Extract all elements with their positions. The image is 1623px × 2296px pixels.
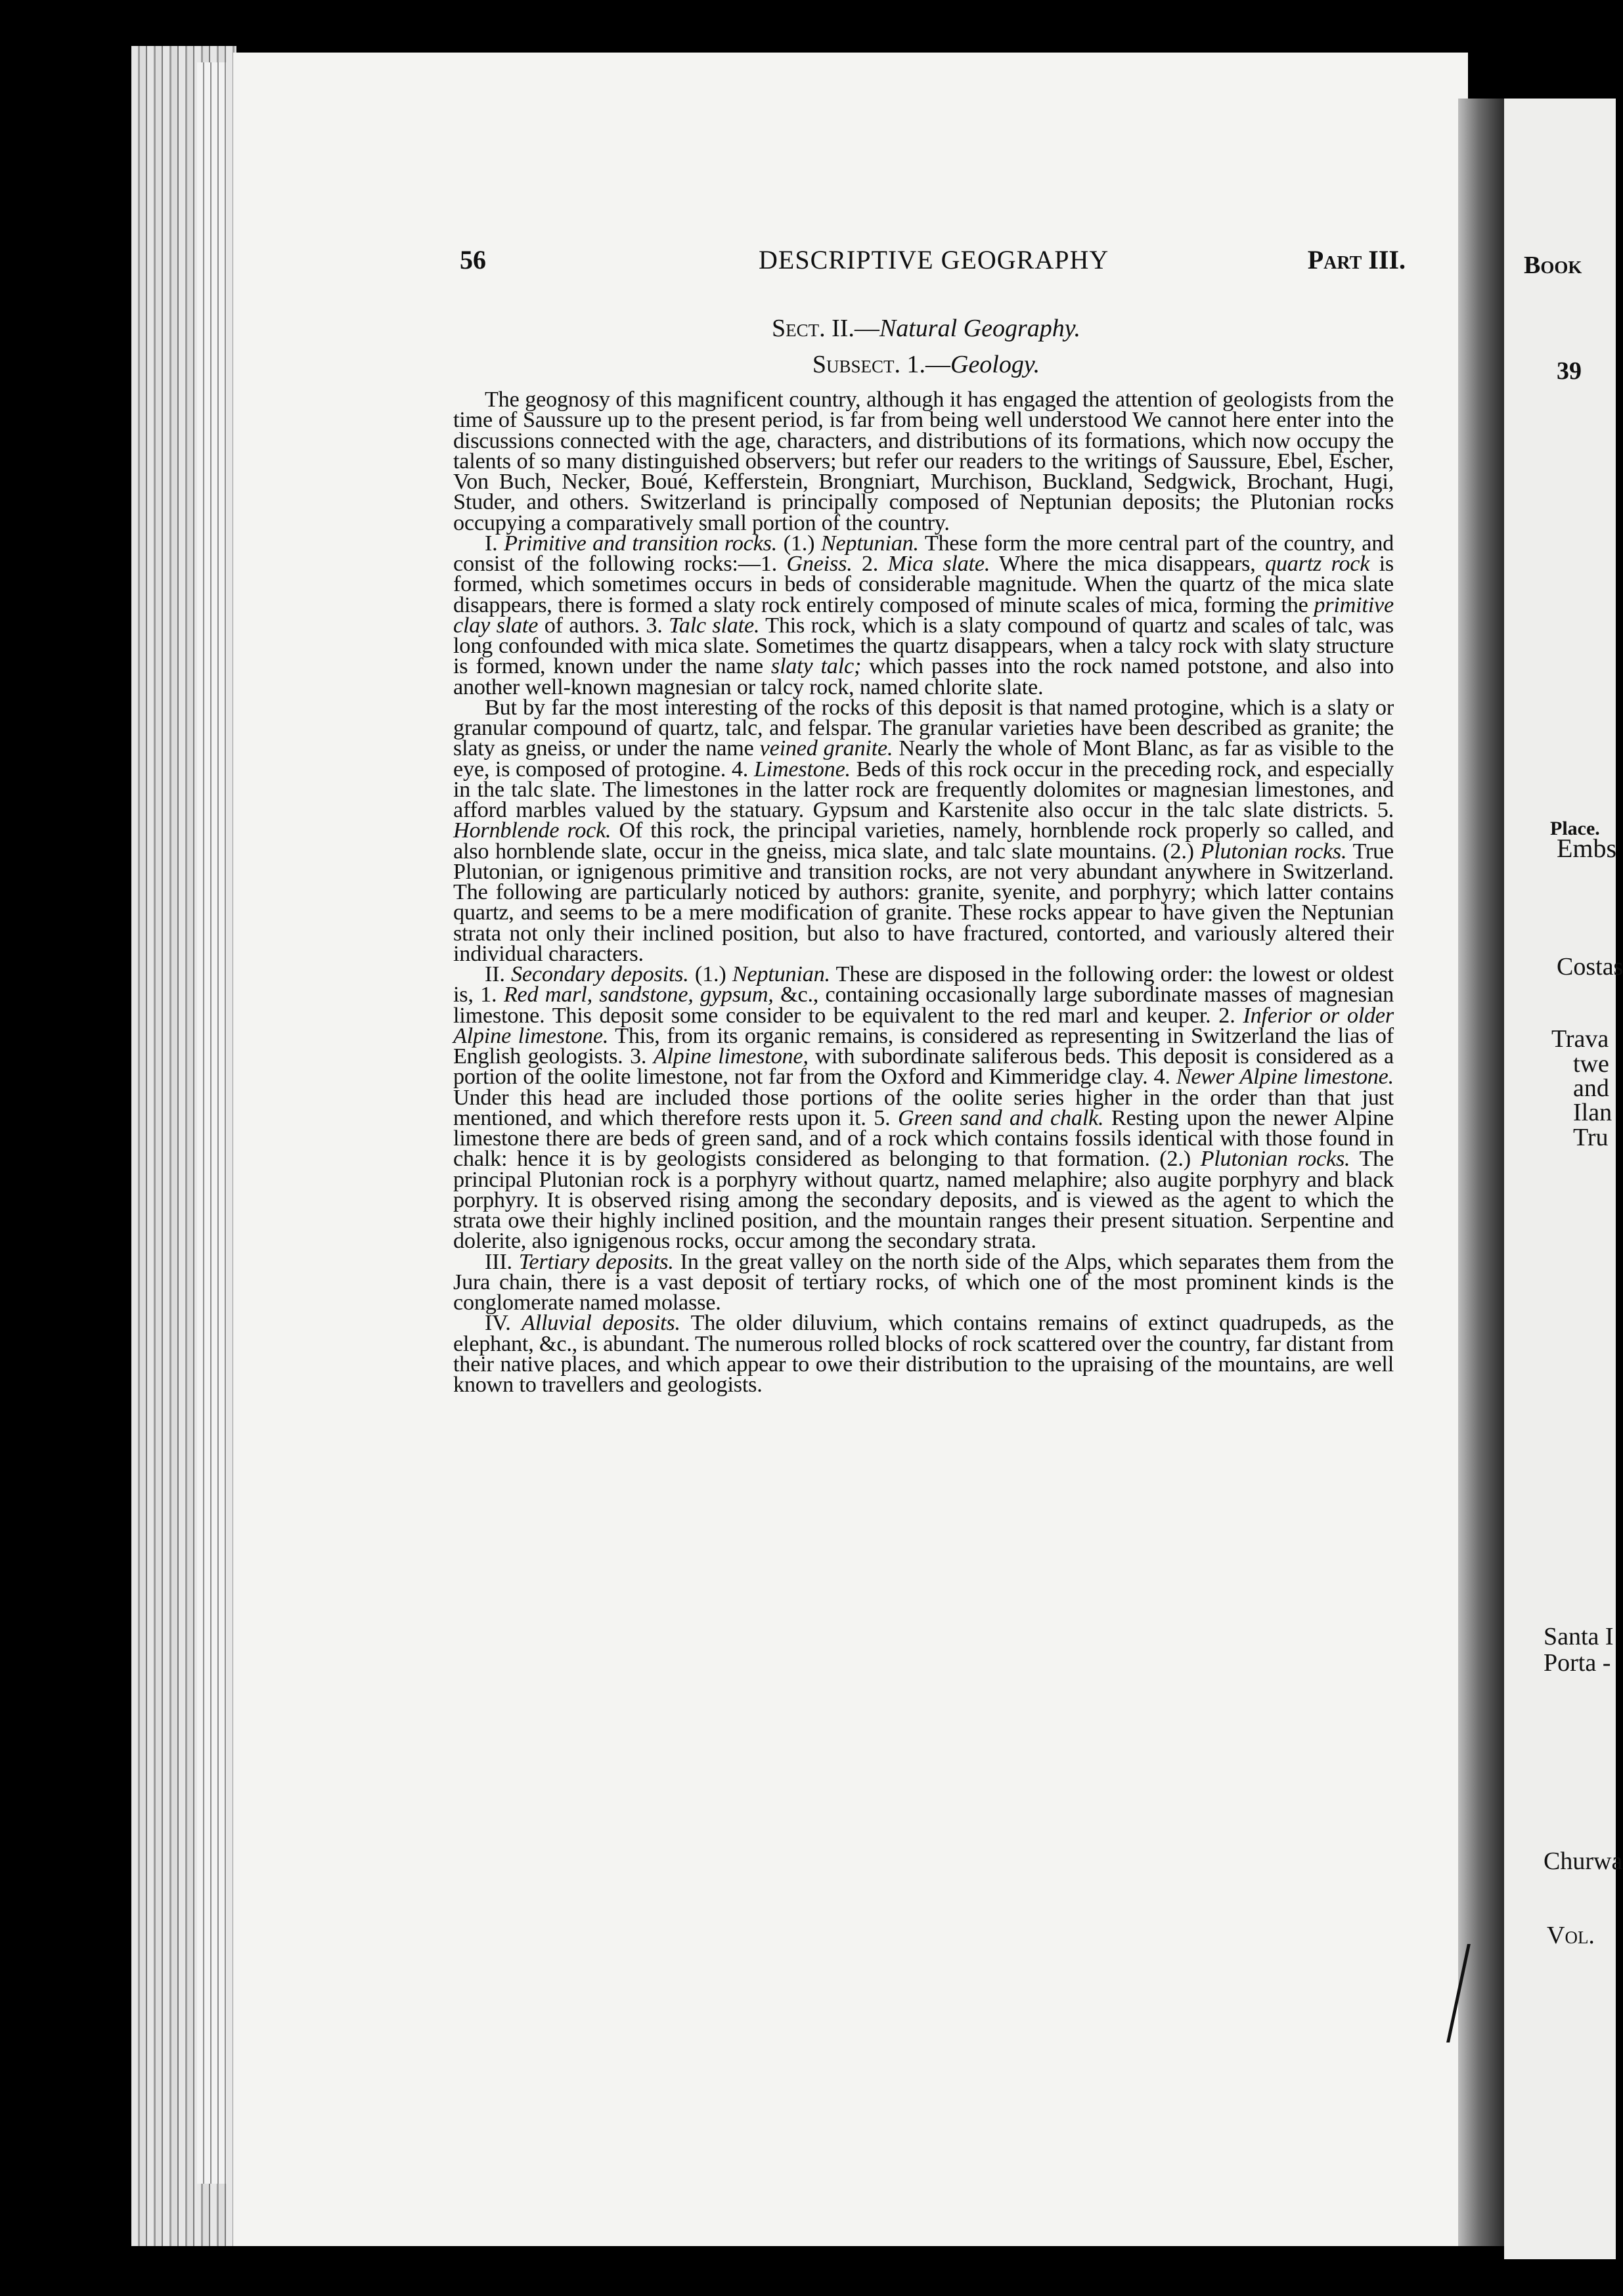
section-title: Natural Geography. — [879, 315, 1081, 342]
body-text — [453, 389, 1394, 1395]
paragraph-tertiary-deposits: III. Tertiary deposits. In the great valley on the north side of the Alps, which separates them from the Jura chain, there is a vast deposit of tertiary rocks, of which one of the most prominent kinds is the conglomerate named molasse. — [453, 1249, 1394, 1315]
paragraph-secondary-deposits: II. Secondary deposits. (1.) Neptunian. These are disposed in the following order: the lowest or oldest is, 1. Red marl, sandstone, gypsum, &c., containing occasionally large subordinate masses of magnesian limestone. This deposit some consider to be equivalent to the red marl and keuper. 2. Inferior or older Alpine limestone. This, from its organic remains, is considered as representing in Switzerland the lias of English geologists. 3. Alpine limestone, with subordinate saliferous beds. This deposit is considered as a portion of the oolite limestone, not far from the Oxford and Kimmeridge clay. 4. Newer Alpine limestone. Under this head are included those portions of the oolite series higher in the order than that just mentioned, and which therefore rests upon it. 5. Green sand and chalk. Resting upon the newer Alpine limestone there are beds of green sand, and of a rock which contains fossils identical with those found in chalk: hence it is by geologists considered as belonging to that formation. (2.) Plutonian rocks. The principal Plutonian rock is a porphyry without quartz, named melaphire; also augite porphyry and black porphyry. It is observed rising among the secondary deposits, and is viewed as the agent to which the strata owe their highly inclined position, and the mountain ranges their present situation. Serpentine and dolerite, also ignigenous rocks, occur among the secondary strata. — [453, 962, 1394, 1254]
book-gutter-shadow — [1458, 99, 1504, 2246]
section-number: Sect. II. — [771, 315, 855, 342]
facing-page-number: 39 — [1557, 357, 1582, 385]
running-title: DESCRIPTIVE GEOGRAPHY — [759, 245, 1109, 275]
facing-page — [1504, 99, 1623, 2259]
subsection-title: Geology. — [950, 351, 1040, 378]
paragraph-alluvial-deposits: IV. Alluvial deposits. The older diluvium, which contains remains of extinct quadrupeds, as the elephant, &c., is abundant. The numerous rolled blocks of rock scattered over the country, far distant from their native places, and which appear to owe their distribution to the upraising of the mountains, are well known to travellers and geologists. — [453, 1311, 1394, 1397]
facing-column-header: Place. — [1550, 818, 1600, 839]
page-number: 56 — [460, 245, 486, 275]
subsection-number: Subsect. 1. — [812, 351, 925, 378]
section-heading: Sect. II.—Natural Geography. — [771, 315, 1081, 342]
facing-volume-label: Vol. — [1547, 1922, 1595, 1949]
book-page-edges-inner — [197, 62, 227, 2184]
facing-running-head: Book — [1524, 252, 1582, 279]
facing-text-line: Costas — [1557, 953, 1623, 981]
paragraph-primitive-rocks: I. Primitive and transition rocks. (1.) Neptunian. These form the more central part of the country, and consist of the following rocks:—1. Gneiss. 2. Mica slate. Where the mica disappears, quartz rock is formed, which sometimes occurs in beds of considerable magnitude. When the quartz of the mica slate disappears, there is formed a slaty rock entirely composed of minute scales of mica, forming the primitive clay slate of authors. 3. Talc slate. This rock, which is a slaty compound of quartz and scales of talc, was long confounded with mica slate. Sometimes the quartz disappears, when a talcy rock with slaty structure is formed, known under the name slaty talc; which passes into the rock named potstone, and also into another well-known magnesian or talcy rock, named chlorite slate. — [453, 531, 1394, 699]
paragraph-protogine: But by far the most interesting of the rocks of this deposit is that named protogine, which is a slaty or granular compound of quartz, talc, and felspar. The granular varieties have been described as granite; the slaty as gneiss, or under the name veined granite. Nearly the whole of Mont Blanc, as far as visible to the eye, is composed of protogine. 4. Limestone. Beds of this rock occur in the preceding rock, and especially in the talc slate. The limestones in the latter rock are frequently dolomites or magnesian limestones, and afford marbles valued by the statuary. Gypsum and Karstenite also occur in the talc slate districts. 5. Hornblende rock. Of this rock, the principal varieties, namely, hornblende rock properly so called, and also hornblende slate, occur in the gneiss, mica slate, and talc slate mountains. (2.) Plutonian rocks. True Plutonian, or ignigenous primitive and transition rocks, are not very abundant anywhere in Switzerland. The following are particularly noticed by authors: granite, syenite, and porphyry; which latter contains quartz, and seems to be a mere modification of granite. These rocks appear to have given the Neptunian strata not only their inclined position, but also to have fractured, contorted, and variously altered their individual characters. — [453, 695, 1394, 966]
part-label: Part III. — [1307, 245, 1406, 275]
facing-text-line: Porta - — [1544, 1649, 1611, 1677]
subsection-heading: Subsect. 1.—Geology. — [812, 351, 1040, 378]
facing-text-line: twe — [1573, 1050, 1609, 1078]
facing-text-line: Churwa — [1544, 1847, 1623, 1875]
facing-text-line: Trava — [1551, 1025, 1609, 1053]
running-head — [460, 244, 1406, 284]
facing-text-line: Santa I — [1544, 1623, 1614, 1650]
facing-text-line: Tru — [1573, 1124, 1609, 1151]
paragraph-intro: The geognosy of this magnificent country, although it has engaged the attention of geologists from the time of Saussure up to the present period, is far from being well understood We cannot here enter into the discussions connected with the age, characters, and distributions of its formations, which now occupy the talents of so many distinguished observers; but refer our readers to the writings of Saussure, Ebel, Escher, Von Buch, Necker, Boué, Kefferstein, Brongniart, Murchison, Buckland, Sedgwick, Brochant, Hugi, Studer, and others. Switzerland is principally composed of Neptunian deposits; the Plutonian rocks occupying a comparatively small portion of the country. — [453, 387, 1394, 535]
facing-text-line: Embs — [1557, 833, 1617, 863]
facing-text-line: Ilan — [1573, 1099, 1612, 1126]
facing-text-line: and — [1573, 1074, 1609, 1102]
